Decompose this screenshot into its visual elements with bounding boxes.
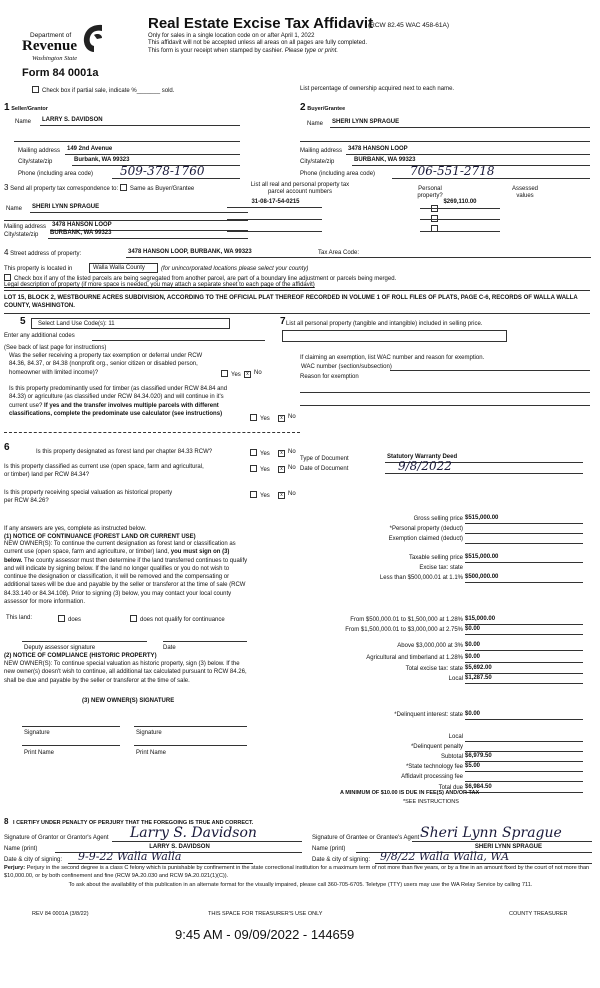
subtitle-3: This form is your receipt when stamped by cashier. Please type or print. xyxy=(148,48,339,54)
seller-phone-field[interactable]: 509-378-1760 xyxy=(120,164,205,178)
correspondence-heading: 3 Send all property tax correspondence to: Same as Buyer/Grantee xyxy=(4,183,195,192)
does-not-qualify-checkbox[interactable]: does not qualify for continuance xyxy=(130,615,225,624)
corr-blank-line xyxy=(4,220,248,221)
q1-yes[interactable]: Yes xyxy=(221,370,241,379)
seller-blank-line xyxy=(14,141,240,142)
tax-row-label: Exemption claimed (deduct) xyxy=(388,536,463,542)
personal-property-label: List all personal property (tangible and intangible) included in selling price. xyxy=(286,321,483,327)
assessed-col-header: Assessed values xyxy=(511,186,538,199)
wa-logo-icon xyxy=(80,22,106,54)
tax-row-label: Local xyxy=(448,734,463,740)
q-historical: Is this property receiving special valuation as historical property per RCW 84.26? xyxy=(4,490,173,505)
logo-dept: Department of xyxy=(30,32,72,39)
this-land-label: This land: xyxy=(6,615,33,621)
current-use-yes[interactable]: Yes xyxy=(250,465,270,474)
tax-row-label: From $500,000.01 to $1,500,000 at 1.28% xyxy=(350,617,463,623)
subtitle-1: Only for sales in a single location code on or after April 1, 2022 xyxy=(148,33,315,39)
grantor-signature-label: Signature of Grantor or Grantor's Agent xyxy=(4,835,109,841)
tax-row-value[interactable] xyxy=(465,743,583,752)
tax-row-label: *State technology fee xyxy=(405,764,463,770)
grantor-signature[interactable]: Larry S. Davidson xyxy=(130,825,257,841)
forest-no[interactable]: x No xyxy=(278,449,296,457)
legal-description-text: LOT 15, BLOCK 2, WESTBOURNE ACRES SUBDIVISION, ACCORDING TO THE OFFICIAL PLAT THEREOF RECORDED IN VOLUME 1 OF ROLL FILES OF PLATS, PAGE C-6, RECORDS OF WALLA WALLA COUNTY, WASHINGTON. xyxy=(4,295,578,309)
deputy-label: Deputy assessor signature xyxy=(24,645,96,651)
form-citation: (RCW 82.45 WAC 458-61A) xyxy=(368,22,450,29)
buyer-city-field[interactable]: BURBANK, WA 99323 xyxy=(352,157,590,166)
seller-mail-label: Mailing address xyxy=(18,148,61,154)
legal-description-label: Legal description of property (if more space is needed, you may attach a separate sheet to each page of the affidavit) xyxy=(4,282,315,288)
tax-row-label: *Delinquent interest: state xyxy=(394,712,463,718)
tax-row-value[interactable] xyxy=(465,525,583,534)
tax-area-code-label: Tax Area Code: xyxy=(318,250,360,256)
tax-row-label: Total due xyxy=(438,785,463,791)
grantee-date-city[interactable]: 9/8/22 Walla Walla, WA xyxy=(380,850,510,863)
county-treasurer-label: COUNTY TREASURER xyxy=(509,911,568,917)
tax-row-value[interactable]: $515,000.00 xyxy=(465,554,583,563)
buyer-city-label: City/state/zip xyxy=(300,159,335,165)
doc-date-field[interactable]: 9/8/2022 xyxy=(398,459,452,473)
grantor-date-city[interactable]: 9-9-22 Walla Walla xyxy=(78,850,182,863)
corr-mail-label: Mailing address xyxy=(4,224,47,230)
seller-phone-label: Phone (including area code) xyxy=(18,171,94,177)
seller-name-label: Name xyxy=(15,119,32,125)
deputy-date-label: Date xyxy=(163,645,176,651)
doc-type-label: Type of Document xyxy=(300,456,349,462)
new-owner-signature-title: (3) NEW OWNER(S) SIGNATURE xyxy=(82,698,175,704)
q-current-use: Is this property classified as current use (open space, farm and agricultural, or timber) land per RCW 84.34? xyxy=(4,464,204,479)
tax-row-value[interactable]: $500,000.00 xyxy=(465,574,583,583)
parcel-col-header: List all real and personal property tax parcel account numbers xyxy=(250,182,350,195)
grantee-name-field[interactable]: SHERI LYNN SPRAGUE xyxy=(356,844,592,853)
reason-label: Reason for exemption xyxy=(300,374,359,380)
buyer-heading: 2 Buyer/Grantee xyxy=(300,102,346,113)
street-address-field[interactable]: 3478 HANSON LOOP, BURBANK, WA 99323 xyxy=(126,249,591,258)
personal-col-header: Personal property? xyxy=(417,186,443,199)
owner-signature-1[interactable] xyxy=(22,726,120,727)
doc-date-line xyxy=(385,473,583,474)
doc-date-label: Date of Document xyxy=(300,466,349,472)
section5-number: 5 xyxy=(20,316,26,327)
buyer-phone-label: Phone (including area code) xyxy=(300,171,376,177)
seller-mail-field[interactable]: 149 2nd Avenue xyxy=(65,146,240,155)
grantor-name-field[interactable]: LARRY S. DAVIDSON xyxy=(55,844,302,853)
alternate-format-note: To ask about the availability of this publication in an alternate format for the visually impaired, please call 360-705-6705. Teletype (TTY) users may use the WA Relay Service by calling 711. xyxy=(68,882,533,888)
tax-row-value[interactable]: $5.00 xyxy=(465,763,583,772)
signature-label-2: Signature xyxy=(136,730,162,736)
grantee-name-label: Name (print) xyxy=(312,846,346,852)
q1-no[interactable]: x No xyxy=(244,370,262,378)
certify-statement: 8 I CERTIFY UNDER PENALTY OF PERJURY THAT THE FOREGOING IS TRUE AND CORRECT. xyxy=(4,817,254,826)
legal-description-field[interactable] xyxy=(4,290,590,314)
notice-continuance-text: NEW OWNER(S): To continue the current designation as forest land or classification as current use (open space, farm and agriculture, or timber) land, you must sign on (3) below. The county assessor must then determine if the land transferred continues to qualify and will indicate by signing below. If the land no longer qualifies or you do not wish to continue the designation or classification, it will be removed and the compensating or additional taxes will be due and payable by the seller or transferor at the time of sale (RCW 84.33.140 or 84.34.108). Prior to signing (3) below, you may contact your local county assessor for more information. xyxy=(4,541,248,606)
tax-row-value[interactable]: $515,000.00 xyxy=(465,515,583,524)
owner-print-name-2[interactable] xyxy=(134,745,247,746)
corr-city-label: City/state/zip xyxy=(4,232,39,238)
ownership-note: List percentage of ownership acquired next to each name. xyxy=(300,86,455,92)
buyer-phone-line xyxy=(392,178,590,179)
q-exemption-deferral: Was the seller receiving a property tax exemption or deferral under RCW 84.36, 84.37, or 84.38 (nonprofit org., senior citizen or disabled person, homeowner with limited income)? xyxy=(9,353,203,376)
exemption-label: If claiming an exemption, list WAC number and reason for exemption. xyxy=(300,355,485,361)
street-label: 4 Street address of property: xyxy=(4,248,82,257)
logo-state: Washington State xyxy=(32,55,78,62)
grantee-date-label: Date & city of signing: xyxy=(312,857,371,863)
logo-revenue: Revenue xyxy=(22,38,77,54)
grantee-signature-label: Signature of Grantee or Grantee's Agent xyxy=(312,835,420,841)
tax-row-label: *Delinquent penalty xyxy=(410,744,463,750)
personal-property-field[interactable] xyxy=(282,330,507,342)
grantor-signature-line xyxy=(112,841,302,842)
seller-phone-line xyxy=(112,178,240,179)
seller-city-label: City/state/zip xyxy=(18,159,53,165)
tax-row-value[interactable] xyxy=(465,773,583,782)
tax-row-label: Affidavit processing fee xyxy=(401,774,463,780)
tax-row-value[interactable]: $0.00 xyxy=(465,626,583,635)
tax-row-label: From $1,500,000.01 to $3,000,000 at 2.75% xyxy=(345,627,463,633)
additional-codes-label: Enter any additional codes xyxy=(4,333,75,339)
tax-row-value[interactable] xyxy=(465,535,583,544)
personal-property-checkbox-3[interactable] xyxy=(431,225,438,232)
doc-type-field[interactable]: Statutory Warranty Deed xyxy=(385,454,583,463)
seller-name-field[interactable]: LARRY S. DAVIDSON xyxy=(40,117,240,126)
q-forest-land: Is this property designated as forest land per chapter 84.33 RCW? xyxy=(36,449,213,455)
buyer-blank-line xyxy=(300,141,590,142)
assessed-value-1[interactable]: $269,110.00 xyxy=(443,199,477,205)
print-name-label-2: Print Name xyxy=(136,750,167,756)
buyer-mail-field[interactable]: 3478 HANSON LOOP xyxy=(346,146,590,155)
subtitle-2: This affidavit will not be accepted unless all areas on all pages are fully completed. xyxy=(148,40,368,46)
historical-no[interactable]: x No xyxy=(278,491,296,499)
tax-row-label: Subtotal xyxy=(440,754,463,760)
tax-row-value[interactable]: $15,000.00 xyxy=(465,616,583,625)
form-title: Real Estate Excise Tax Affidavit xyxy=(148,15,374,32)
owner-print-name-1[interactable] xyxy=(22,745,120,746)
tax-row-label: Agricultural and timberland at 1.28% xyxy=(366,655,463,661)
revision-number: REV 84 0001A (3/8/22) xyxy=(32,911,89,917)
additional-codes-field[interactable] xyxy=(92,340,265,341)
seller-city-field[interactable]: Burbank, WA 99323 xyxy=(72,157,240,166)
form-number: Form 84 0001a xyxy=(22,67,99,79)
tax-row-label: Local xyxy=(448,676,463,682)
tax-row-value[interactable]: $6,984.50 xyxy=(465,784,583,793)
located-label: This property is located in xyxy=(4,266,73,272)
grantee-signature-line xyxy=(412,841,592,842)
minimum-due-note: A MINIMUM OF $10.00 IS DUE IN FEE(S) AND/OR TAX xyxy=(340,790,480,796)
partial-sale-checkbox[interactable]: Check box if partial sale, indicate %_______ sold. xyxy=(32,86,174,95)
treasurer-space-label: THIS SPACE FOR TREASURER'S USE ONLY xyxy=(208,911,323,917)
tax-row-label: Gross selling price xyxy=(413,516,463,522)
tax-row-value[interactable]: $5,692.00 xyxy=(465,665,583,674)
corr-mail-field[interactable]: 3478 HANSON LOOP xyxy=(50,222,248,231)
if-yes-note: If any answers are yes, complete as instructed below. xyxy=(4,526,147,532)
tax-row-value[interactable]: $0.00 xyxy=(465,654,583,663)
seller-heading: 1 Seller/Grantor xyxy=(4,102,48,113)
personal-property-checkbox-1[interactable] xyxy=(431,205,438,212)
wac-field[interactable] xyxy=(390,370,590,371)
grantee-signature[interactable]: Sheri Lynn Sprague xyxy=(420,825,562,841)
current-use-no[interactable]: x No xyxy=(278,465,296,473)
buyer-name-field[interactable]: SHERI LYNN SPRAGUE xyxy=(330,119,590,128)
parcel-line-2 xyxy=(227,219,322,220)
corr-name-field[interactable]: SHERI LYNN SPRAGUE xyxy=(30,204,248,213)
q-timber-agriculture: Is this property predominantly used for timber (as classified under RCW 84.84 and 84.33) or agriculture (as classified under RCW 84.34.020) and will continue in it's current use? If yes and the transfer involves multiple parcels with different classifications, complete the predominate use calculator (see instructions) xyxy=(9,386,228,417)
personal-property-checkbox-2[interactable] xyxy=(431,215,438,222)
buyer-mail-label: Mailing address xyxy=(300,148,343,154)
perjury-statement: Perjury: Perjury in the second degree is a class C felony which is punishable by confinement in the state correctional institution for a maximum term of not more than five years, or by a fine in an amount fixed by the court of not more than $10,000.00, or by both confinement and fine (RCW 9A.20.030 and RCW 9A.20.021(1)(C)). xyxy=(4,865,590,880)
owner-signature-2[interactable] xyxy=(134,726,247,727)
deputy-signature-field[interactable] xyxy=(22,641,147,642)
print-name-label-1: Print Name xyxy=(24,750,55,756)
historical-yes[interactable]: Yes xyxy=(250,491,270,500)
notice-compliance-text: NEW OWNER(S): To continue special valuation as historic property, sign (3) below. If the new owner(s) doesn't wish to continue, all additional tax calculated pursuant to RCW 84.26, shall be due and payable by the seller or transferor at the time of sale. xyxy=(4,661,247,684)
tax-row-label: Total excise tax: state xyxy=(405,666,463,672)
q2-yes[interactable]: Yes xyxy=(250,414,270,423)
buyer-phone-field[interactable]: 706-551-2718 xyxy=(410,164,495,178)
county-select[interactable]: Walla Walla County xyxy=(89,263,158,273)
tax-row-value[interactable]: $1,287.50 xyxy=(465,675,583,684)
tax-row-label: Excise tax: state xyxy=(419,565,463,571)
see-instructions-note: *SEE INSTRUCTIONS xyxy=(403,799,459,805)
see-back-note: (See back of last page for instructions) xyxy=(4,345,107,351)
tax-row-value[interactable]: $6,979.50 xyxy=(465,753,583,762)
notice-compliance-title: (2) NOTICE OF COMPLIANCE (HISTORIC PROPERTY) xyxy=(4,653,157,659)
tax-row-value[interactable]: $0.00 xyxy=(465,642,583,651)
does-qualify-checkbox[interactable]: does xyxy=(58,615,81,624)
tax-row-value[interactable] xyxy=(465,733,583,742)
county-note: (for unincorporated locations please select your county) xyxy=(161,266,309,272)
parcel-number-1[interactable]: 31-08-17-54-0215 xyxy=(227,199,322,208)
wac-label: WAC number (section/subsection) xyxy=(301,364,392,370)
tax-row-value[interactable]: $0.00 xyxy=(465,711,583,720)
section6-number: 6 xyxy=(4,442,10,453)
notice-continuance-title: (1) NOTICE OF CONTINUANCE (FOREST LAND OR CURRENT USE) xyxy=(4,534,196,540)
grantor-name-label: Name (print) xyxy=(4,846,38,852)
segregated-checkbox[interactable]: Check box if any of the listed parcels are being segregated from another parcel, are part of a boundary line adjustment or parcels being merged. xyxy=(4,274,396,283)
tax-row-label: Less than $500,000.01 at 1.1% xyxy=(379,575,463,581)
tax-row-label: *Personal property (deduct) xyxy=(389,526,463,532)
grantor-date-label: Date & city of signing: xyxy=(4,857,63,863)
q2-no[interactable]: x No xyxy=(278,414,296,422)
forest-yes[interactable]: Yes xyxy=(250,449,270,458)
parcel-line-3 xyxy=(227,231,322,232)
signature-label-1: Signature xyxy=(24,730,50,736)
tax-row-label: Above $3,000,000 at 3% xyxy=(397,643,463,649)
divider xyxy=(4,432,300,433)
treasurer-stamp: 9:45 AM - 09/09/2022 - 144659 xyxy=(175,927,355,942)
reason-field-2[interactable] xyxy=(300,405,590,406)
tax-row-label: Taxable selling price xyxy=(408,555,463,561)
corr-name-label: Name xyxy=(6,206,23,212)
land-use-select[interactable]: Select Land Use Code(s): 11 xyxy=(31,318,230,329)
section7-number: 7 xyxy=(280,316,286,327)
deputy-date-field[interactable] xyxy=(163,641,247,642)
buyer-name-label: Name xyxy=(307,121,324,127)
reason-field-1[interactable] xyxy=(300,392,590,393)
corr-city-field[interactable]: BURBANK, WA 99323 xyxy=(48,230,248,239)
